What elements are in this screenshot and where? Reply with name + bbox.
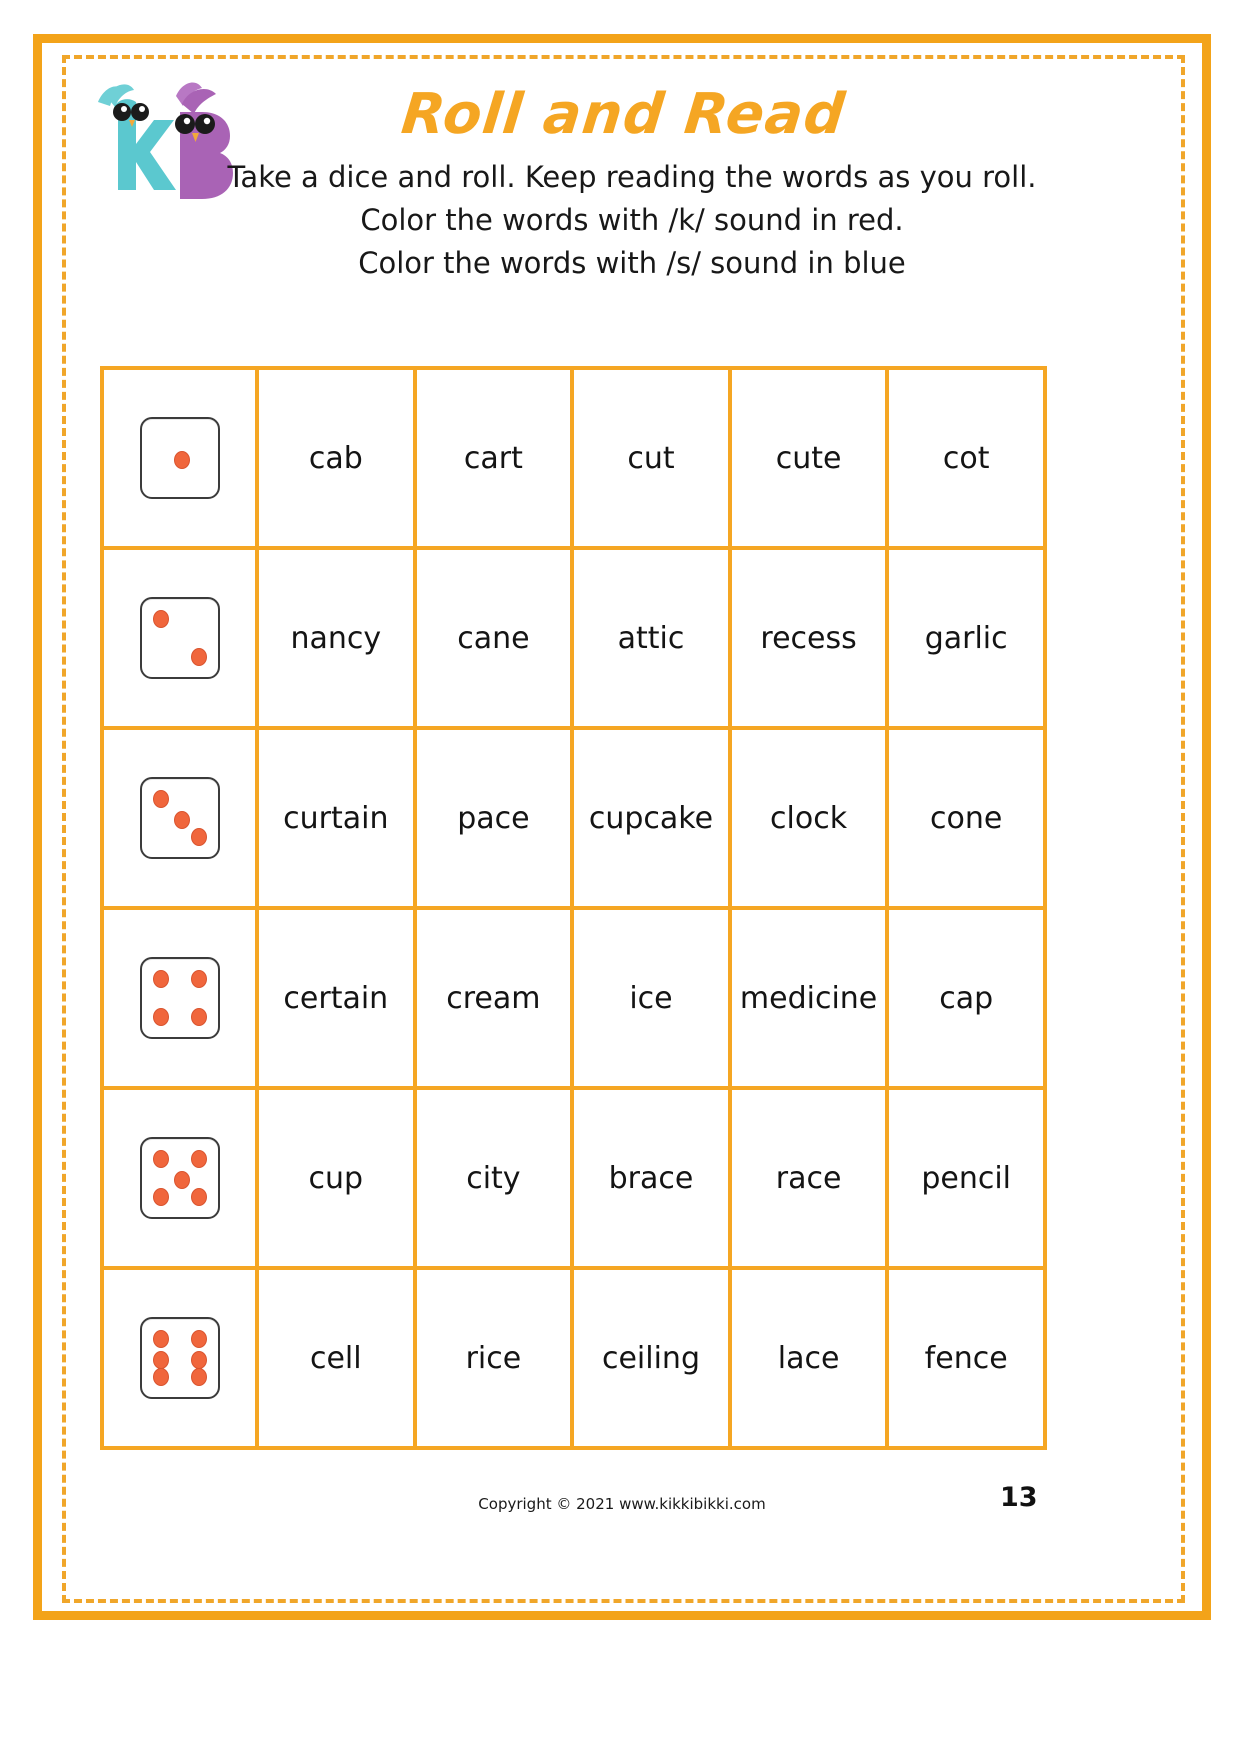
dice-pip <box>191 970 207 988</box>
dice-pip <box>174 451 190 469</box>
word-cell[interactable]: cell <box>257 1268 415 1448</box>
dice-pip <box>191 1368 207 1386</box>
instruction-line-2: Color the words with /k/ sound in red. <box>360 202 904 237</box>
dice-cell-four <box>102 908 257 1088</box>
word-cell[interactable]: attic <box>572 548 730 728</box>
word-cell[interactable]: nancy <box>257 548 415 728</box>
dice-pip <box>191 648 207 666</box>
word-cell[interactable]: cart <box>415 368 573 548</box>
table-row <box>102 908 1045 1088</box>
word-cell[interactable]: cap <box>887 908 1045 1088</box>
table-row <box>102 728 1045 908</box>
word-cell[interactable]: ice <box>572 908 730 1088</box>
dice-pip <box>153 1008 169 1026</box>
word-cell[interactable]: clock <box>730 728 888 908</box>
page-title: Roll and Read <box>398 82 849 147</box>
dice-pip <box>153 1330 169 1348</box>
word-cell[interactable]: cupcake <box>572 728 730 908</box>
dice-pip <box>191 828 207 846</box>
dice-three-icon <box>140 777 220 859</box>
table-row <box>102 548 1045 728</box>
word-cell[interactable]: pace <box>415 728 573 908</box>
dice-pip <box>191 1188 207 1206</box>
word-cell[interactable]: cut <box>572 368 730 548</box>
word-cell[interactable]: pencil <box>887 1088 1045 1268</box>
dice-cell-one <box>102 368 257 548</box>
roll-and-read-table <box>100 366 1047 1450</box>
dice-pip <box>153 1368 169 1386</box>
word-cell[interactable]: certain <box>257 908 415 1088</box>
dice-pip <box>191 1008 207 1026</box>
word-cell[interactable]: race <box>730 1088 888 1268</box>
word-cell[interactable]: curtain <box>257 728 415 908</box>
word-cell[interactable]: lace <box>730 1268 888 1448</box>
worksheet-header <box>62 60 1185 300</box>
word-cell[interactable]: cane <box>415 548 573 728</box>
table-row <box>102 368 1045 548</box>
word-cell[interactable]: city <box>415 1088 573 1268</box>
table-row <box>102 1268 1045 1448</box>
dice-cell-two <box>102 548 257 728</box>
dice-five-icon <box>140 1137 220 1219</box>
dice-pip <box>174 1171 190 1189</box>
word-cell[interactable]: cot <box>887 368 1045 548</box>
instruction-line-3: Color the words with /s/ sound in blue <box>358 245 906 280</box>
dice-six-icon <box>140 1317 220 1399</box>
word-cell[interactable]: brace <box>572 1088 730 1268</box>
word-cell[interactable]: cab <box>257 368 415 548</box>
dice-cell-six <box>102 1268 257 1448</box>
dice-pip <box>153 610 169 628</box>
dice-cell-five <box>102 1088 257 1268</box>
word-cell[interactable]: garlic <box>887 548 1045 728</box>
dice-two-icon <box>140 597 220 679</box>
instructions-block <box>152 156 1112 285</box>
word-cell[interactable]: ceiling <box>572 1268 730 1448</box>
dice-pip <box>153 1351 169 1369</box>
word-cell[interactable]: fence <box>887 1268 1045 1448</box>
table-row <box>102 1088 1045 1268</box>
dice-pip <box>153 790 169 808</box>
word-cell[interactable]: cream <box>415 908 573 1088</box>
word-cell[interactable]: rice <box>415 1268 573 1448</box>
dice-one-icon <box>140 417 220 499</box>
dice-pip <box>191 1351 207 1369</box>
word-cell[interactable]: cute <box>730 368 888 548</box>
dice-four-icon <box>140 957 220 1039</box>
copyright-notice: Copyright © 2021 www.kikkibikki.com <box>478 1495 766 1513</box>
dice-cell-three <box>102 728 257 908</box>
dice-pip <box>153 1150 169 1168</box>
word-cell[interactable]: cup <box>257 1088 415 1268</box>
dice-pip <box>174 811 190 829</box>
dice-pip <box>153 1188 169 1206</box>
word-cell[interactable]: medicine <box>730 908 888 1088</box>
dice-pip <box>191 1330 207 1348</box>
dice-pip <box>191 1150 207 1168</box>
page-number: 13 <box>1000 1482 1038 1513</box>
word-cell[interactable]: cone <box>887 728 1045 908</box>
dice-pip <box>153 970 169 988</box>
word-cell[interactable]: recess <box>730 548 888 728</box>
instruction-line-1: Take a dice and roll. Keep reading the words as you roll. <box>227 160 1037 194</box>
